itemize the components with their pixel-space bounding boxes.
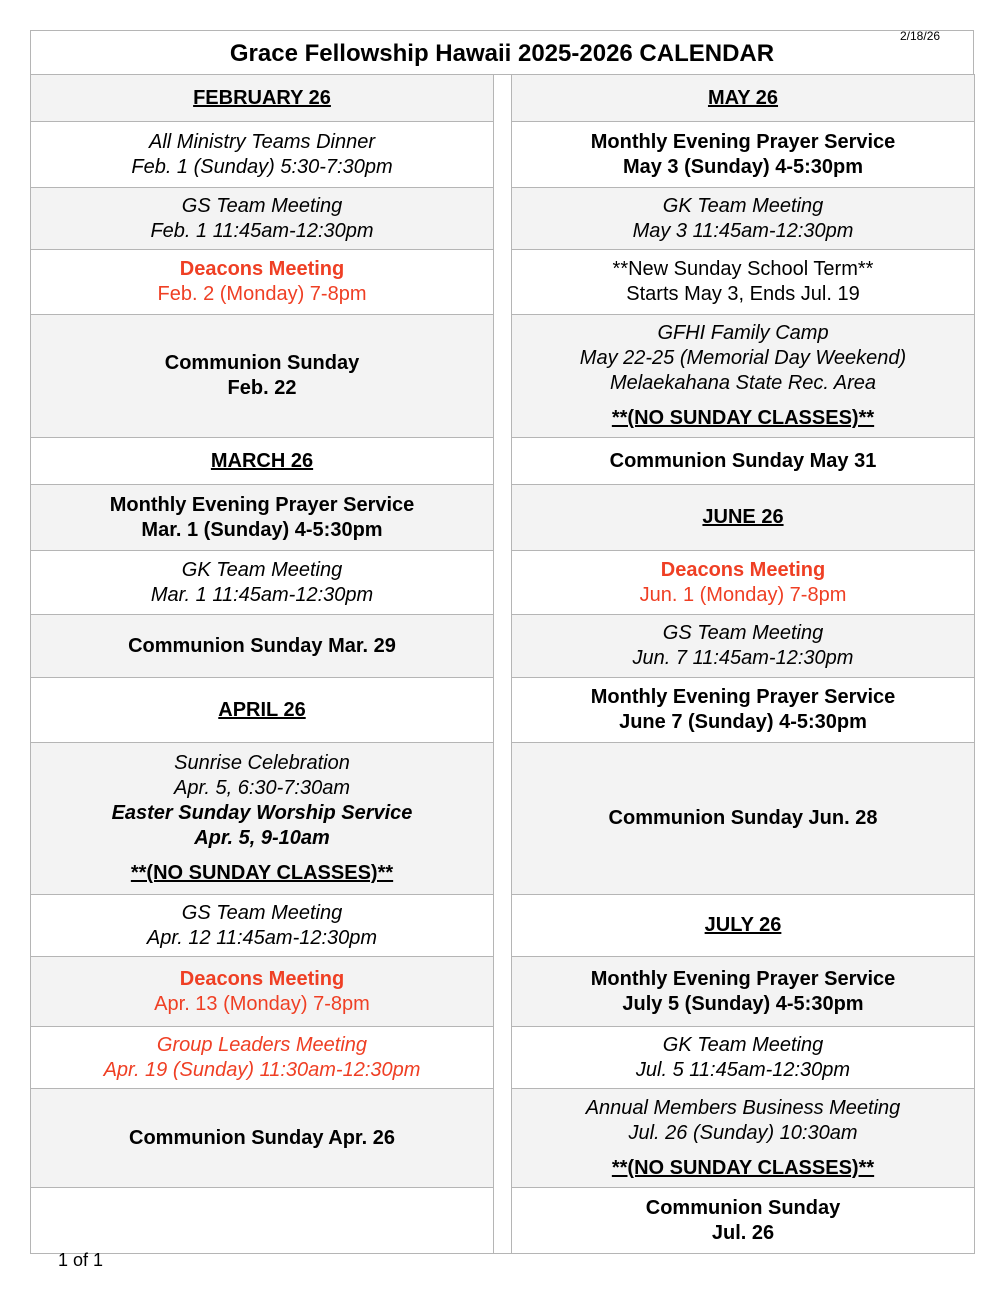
event-deacons-meeting: Deacons Meeting Jun. 1 (Monday) 7-8pm (511, 551, 975, 615)
event-gs-team-meeting: GS Team Meeting Feb. 1 11:45am-12:30pm (30, 188, 494, 250)
month-header-may: MAY 26 (511, 74, 975, 122)
column-divider (493, 74, 512, 1254)
event-group-leaders-meeting: Group Leaders Meeting Apr. 19 (Sunday) 11:30am-12:30pm (30, 1027, 494, 1089)
calendar-title: Grace Fellowship Hawaii 2025-2026 CALENDAR (30, 30, 974, 74)
month-header-june: JUNE 26 (511, 485, 975, 551)
event-evening-prayer-service: Monthly Evening Prayer Service June 7 (Sunday) 4-5:30pm (511, 678, 975, 743)
event-evening-prayer-service: Monthly Evening Prayer Service July 5 (Sunday) 4-5:30pm (511, 957, 975, 1027)
month-header-march: MARCH 26 (30, 438, 494, 485)
event-gk-team-meeting: GK Team Meeting Mar. 1 11:45am-12:30pm (30, 551, 494, 615)
event-deacons-meeting: Deacons Meeting Feb. 2 (Monday) 7-8pm (30, 250, 494, 315)
event-communion-sunday: Communion Sunday Feb. 22 (30, 315, 494, 438)
event-evening-prayer-service: Monthly Evening Prayer Service May 3 (Sunday) 4-5:30pm (511, 122, 975, 188)
page-number: 1 of 1 (58, 1250, 104, 1270)
month-header-february: FEBRUARY 26 (30, 74, 494, 122)
revision-date: 2/18/26 (900, 29, 941, 43)
month-header-july: JULY 26 (511, 895, 975, 957)
month-header-april: APRIL 26 (30, 678, 494, 743)
event-gk-team-meeting: GK Team Meeting May 3 11:45am-12:30pm (511, 188, 975, 250)
event-gs-team-meeting: GS Team Meeting Apr. 12 11:45am-12:30pm (30, 895, 494, 957)
event-sunday-school-term: **New Sunday School Term** Starts May 3, Ends Jul. 19 (511, 250, 975, 315)
event-easter-sunday: Sunrise Celebration Apr. 5, 6:30-7:30am Easter Sunday Worship Service Apr. 5, 9-10am **(NO SUNDAY CLASSES)** (30, 743, 494, 895)
event-communion-sunday: Communion Sunday Jul. 26 (511, 1188, 975, 1254)
event-business-meeting: Annual Members Business Meeting Jul. 26 (Sunday) 10:30am **(NO SUNDAY CLASSES)** (511, 1089, 975, 1188)
event-family-camp: GFHI Family Camp May 22-25 (Memorial Day Weekend) Melaekahana State Rec. Area **(NO SUNDAY CLASSES)** (511, 315, 975, 438)
event-communion-sunday: Communion Sunday Mar. 29 (30, 615, 494, 678)
event-ministry-dinner: All Ministry Teams Dinner Feb. 1 (Sunday) 5:30-7:30pm (30, 122, 494, 188)
empty-cell (30, 1188, 494, 1254)
event-gs-team-meeting: GS Team Meeting Jun. 7 11:45am-12:30pm (511, 615, 975, 678)
event-gk-team-meeting: GK Team Meeting Jul. 5 11:45am-12:30pm (511, 1027, 975, 1089)
event-communion-sunday: Communion Sunday May 31 (511, 438, 975, 485)
event-communion-sunday: Communion Sunday Apr. 26 (30, 1089, 494, 1188)
event-evening-prayer-service: Monthly Evening Prayer Service Mar. 1 (Sunday) 4-5:30pm (30, 485, 494, 551)
event-communion-sunday: Communion Sunday Jun. 28 (511, 743, 975, 895)
event-deacons-meeting: Deacons Meeting Apr. 13 (Monday) 7-8pm (30, 957, 494, 1027)
